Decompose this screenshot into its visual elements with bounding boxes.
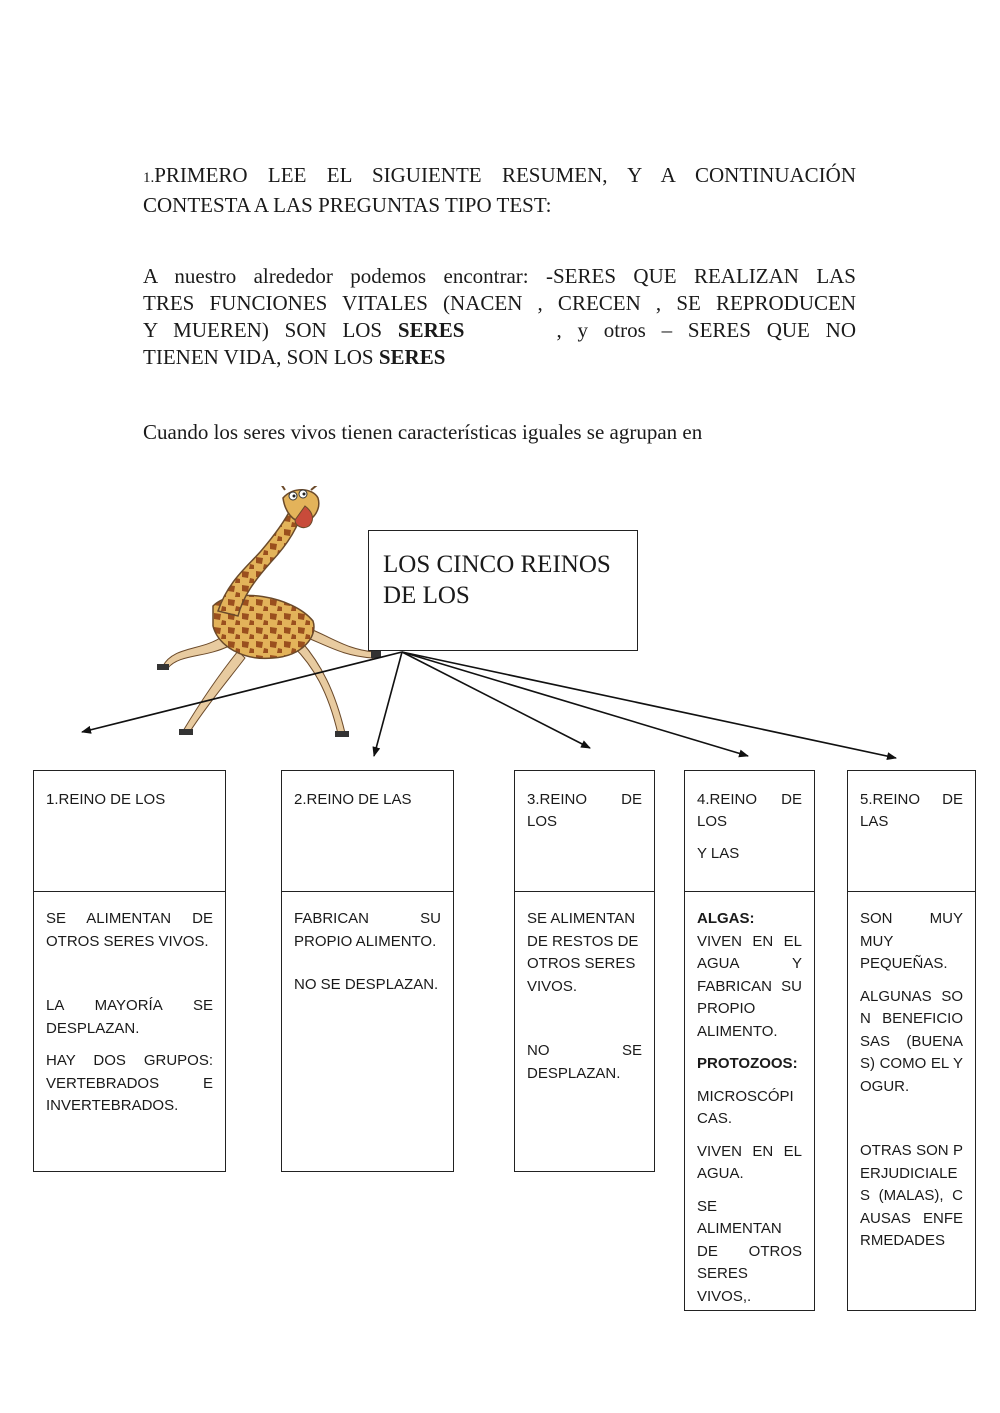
kingdom-4-protozoa-heading: PROTOZOOS: [697,1055,798,1072]
kingdom-2-fact-2: NO SE DESPLAZAN. [294,976,439,993]
kingdom-5-fact-2: ALGUNAS SON BENEFICIOSAS (BUENAS) COMO EL YOGUR. [860,987,963,1095]
kingdom-3-title: 3.REINO DE LOS [527,791,642,830]
kingdom-3-body [515,908,654,1085]
kingdom-1-fact-1: SE ALIMENTAN DE OTROS SERES VIVOS. [46,910,213,950]
instruction-text [143,162,856,219]
kingdom-3-fact-2: NO SE DESPLAZAN. [527,1042,642,1082]
summary-line-3 [143,317,856,344]
kingdom-4-protozoa-fact-2: VIVEN EN EL AGUA. [697,1142,802,1182]
kingdom-4-protozoa-fact-3: SE ALIMENTAN DE OTROS SERES VIVOS,. [697,1197,802,1305]
kingdom-4-subtitle: Y LAS [697,845,740,862]
kingdom-box-4 [684,770,815,1311]
kingdom-4-title: 4.REINO DE LOS [697,791,802,830]
instruction-line-2: CONTESTA A LAS PREGUNTAS TIPO TEST: [143,193,552,217]
instruction-number: 1. [143,170,155,186]
grouping-sentence: Cuando los seres vivos tienen características iguales se agrupan en [143,420,703,444]
summary-blank-seres-inertes: SERES [378,345,446,369]
kingdom-4-header [685,771,814,892]
kingdom-2-body [282,908,453,997]
kingdom-5-title: 5.REINO DE LAS [860,791,963,830]
kingdom-1-fact-2: LA MAYORÍA SE DESPLAZAN. [46,997,213,1037]
kingdom-2-header [282,771,453,892]
kingdom-2-title: 2.REINO DE LAS [294,791,412,808]
kingdom-box-5 [847,770,976,1311]
kingdom-box-3 [514,770,655,1172]
arrow-to-kingdom-3 [402,652,590,748]
kingdom-5-fact-1: SON MUY MUY PEQUEÑAS. [860,910,963,972]
kingdom-box-2 [281,770,454,1172]
kingdom-5-body [848,908,975,1253]
arrow-to-kingdom-5 [402,652,896,758]
kingdom-1-header [34,771,225,892]
summary-line-4-start: TIENEN VIDA, SON LOS [143,345,379,369]
giraffe-image [143,486,403,748]
kingdom-box-1 [33,770,226,1172]
summary-line-1: A nuestro alrededor podemos encontrar: -SERES QUE REALIZAN LAS [143,264,856,288]
arrow-to-kingdom-4 [402,652,748,756]
kingdom-5-fact-3: OTRAS SON PERJUDICIALES (MALAS), CAUSAS ENFERMEDADES [860,1142,963,1249]
kingdom-5-header [848,771,975,892]
summary-line-3-start: Y MUEREN) SON LOS [143,318,398,342]
summary-paragraph [143,263,856,371]
summary-line-2: TRES FUNCIONES VITALES (NACEN , CRECEN , SE REPRODUCEN [143,291,856,315]
kingdom-3-fact-1: SE ALIMENTAN DE RESTOS DE OTROS SERES VIVOS. [527,910,639,995]
summary-blank-seres-vivos: SERES [397,318,465,342]
kingdom-1-fact-3: HAY DOS GRUPOS: VERTEBRADOS E INVERTEBRADOS. [46,1052,213,1114]
diagram-title-box [368,530,638,651]
kingdom-4-algae-heading: ALGAS: [697,910,755,927]
kingdom-4-body [685,908,814,1308]
diagram-title-line-1: LOS CINCO REINOS [383,551,611,578]
kingdom-4-protozoa-fact-1: MICROSCÓPICAS. [697,1087,794,1127]
kingdom-4-algae-fact: VIVEN EN EL AGUA Y FABRICAN SU PROPIO ALIMENTO. [697,932,802,1040]
kingdom-2-fact-1: FABRICAN SU PROPIO ALIMENTO. [294,910,441,950]
summary-line-3-end: , y otros – SERES QUE NO [556,318,857,342]
summary-line-4 [143,344,856,371]
kingdom-1-title: 1.REINO DE LOS [46,791,166,808]
instruction-line-1 [143,162,856,192]
instruction-line-1-text: PRIMERO LEE EL SIGUIENTE RESUMEN, Y A CONTINUACIÓN [154,163,856,187]
diagram-title-line-2: DE LOS [383,582,470,609]
kingdom-3-header [515,771,654,892]
kingdom-1-body [34,908,225,1118]
